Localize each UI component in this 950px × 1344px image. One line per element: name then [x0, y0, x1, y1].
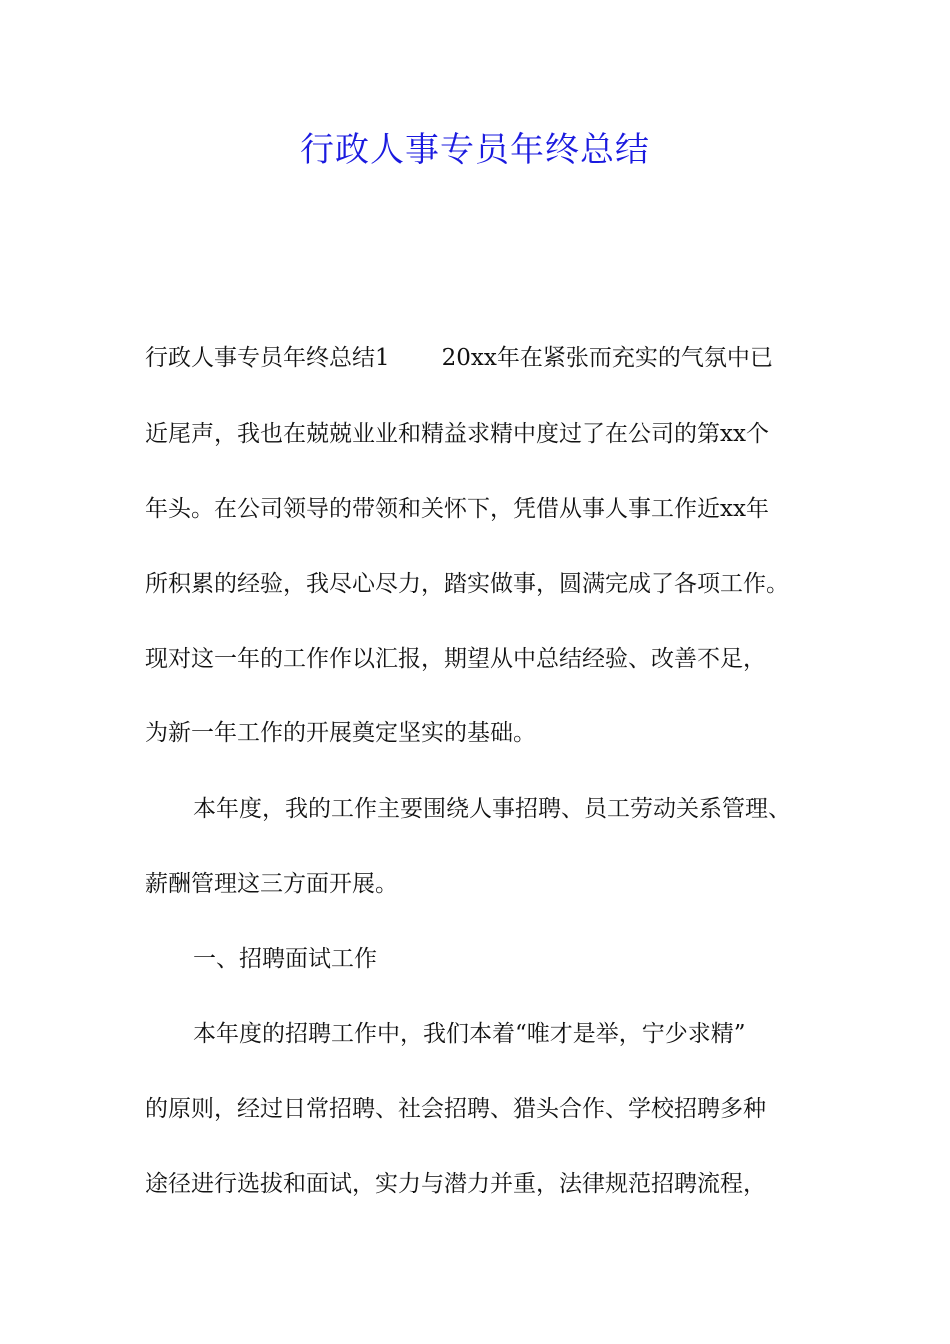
- text-line-8: 薪酬管理这三方面开展。: [145, 871, 398, 897]
- document-title: 行政人事专员年终总结: [300, 130, 650, 170]
- intro-label: 行政人事专员年终总结1: [145, 345, 390, 371]
- section-heading-recruitment: 一、招聘面试工作: [193, 946, 377, 972]
- intro-text: 20xx年在紧张而充实的气氛中已: [441, 345, 773, 371]
- text-line-6: 为新一年工作的开展奠定坚实的基础。: [145, 720, 536, 746]
- text-line-12: 途径进行选拔和面试，实力与潜力并重，法律规范招聘流程，: [145, 1171, 766, 1197]
- text-line-7: 本年度，我的工作主要围绕人事招聘、员工劳动关系管理、: [193, 796, 791, 822]
- text-line-4: 所积累的经验，我尽心尽力，踏实做事，圆满完成了各项工作。: [145, 571, 789, 597]
- text-line-3: 年头。在公司领导的带领和关怀下，凭借从事人事工作近xx年: [145, 496, 769, 522]
- text-line-11: 的原则，经过日常招聘、社会招聘、猎头合作、学校招聘多种: [145, 1096, 766, 1122]
- text-line-2: 近尾声，我也在兢兢业业和精益求精中度过了在公司的第xx个: [145, 421, 769, 447]
- text-line-1: [145, 343, 773, 373]
- text-line-10: 本年度的招聘工作中，我们本着“唯才是举，宁少求精”: [193, 1021, 746, 1047]
- text-line-5: 现对这一年的工作作以汇报，期望从中总结经验、改善不足，: [145, 646, 766, 672]
